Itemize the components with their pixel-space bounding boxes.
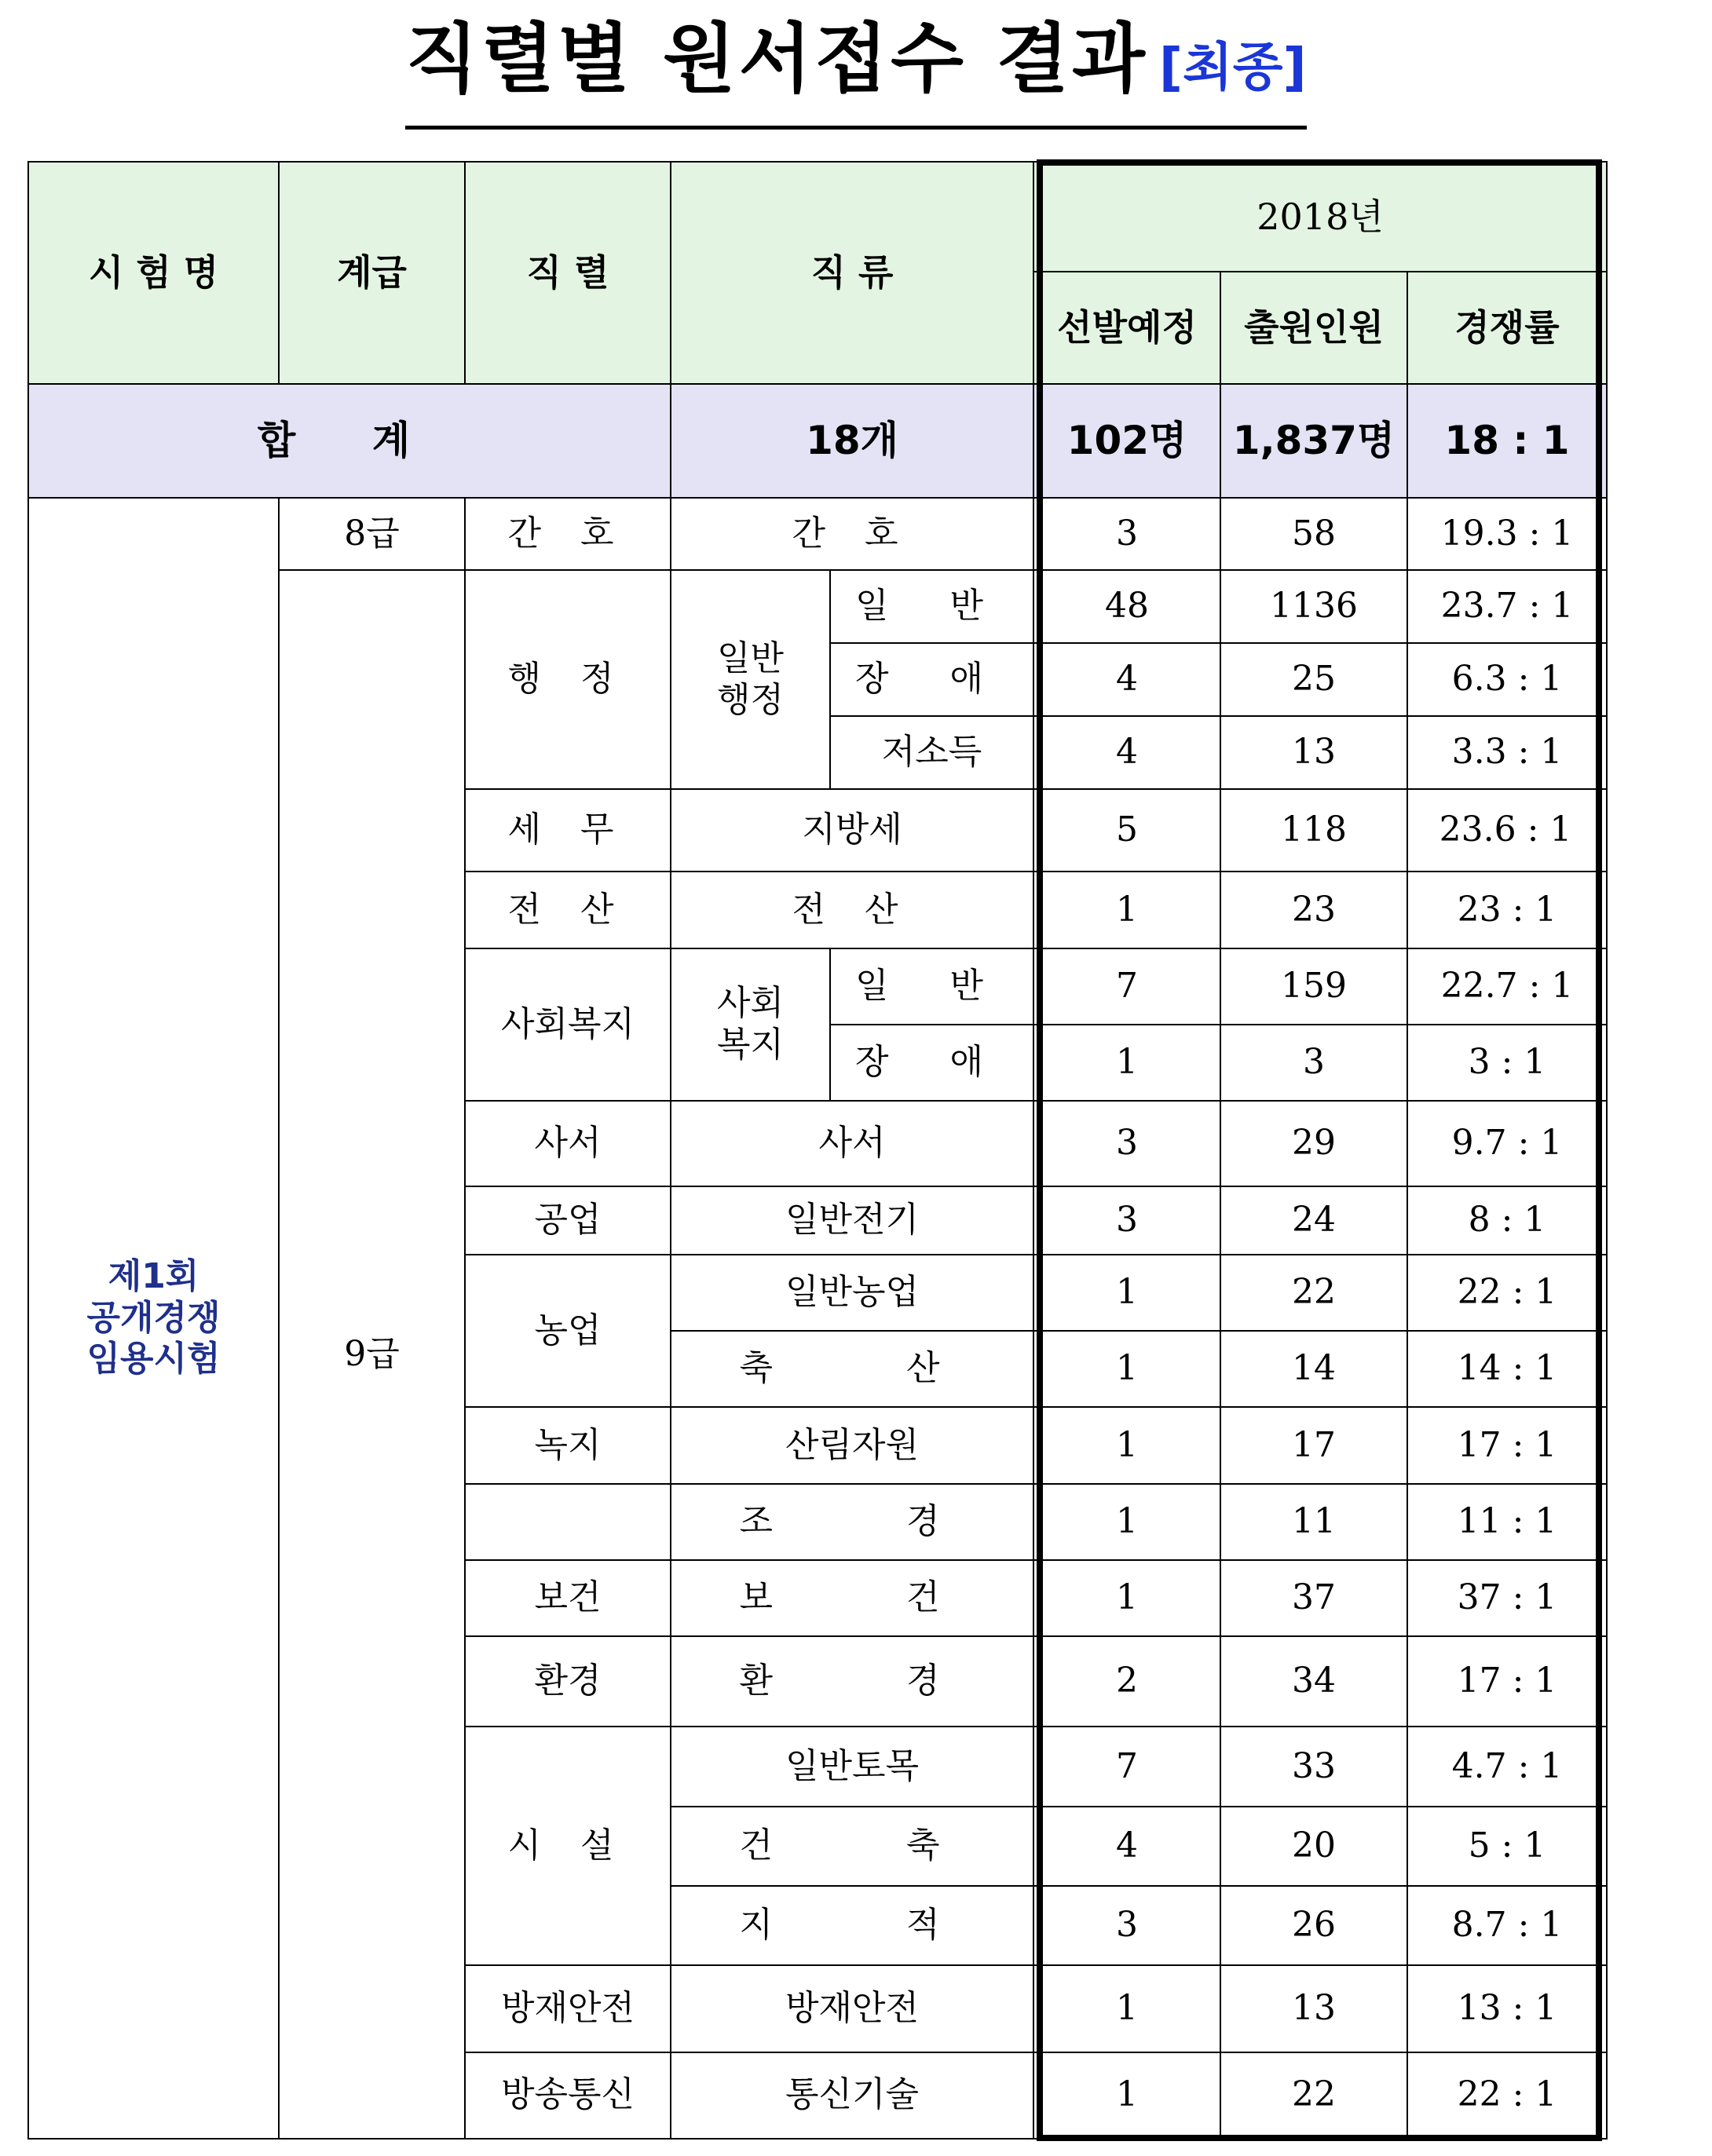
page-title-block <box>0 16 1712 130</box>
applicants-cell: 25 <box>1220 643 1407 716</box>
series-green: 녹지 <box>465 1407 671 1483</box>
ratio-cell: 6.3 : 1 <box>1407 643 1607 716</box>
page-title <box>405 16 1306 130</box>
ratio-cell: 8.7 : 1 <box>1407 1886 1607 1965</box>
series-industry: 공업 <box>465 1186 671 1255</box>
series-health: 보건 <box>465 1560 671 1636</box>
total-ratio: 18 : 1 <box>1407 384 1607 498</box>
class-cell: 장 애 <box>830 643 1033 716</box>
applicants-cell: 58 <box>1220 498 1407 570</box>
class-cell: 장 애 <box>830 1025 1033 1101</box>
header-applicants: 출원인원 <box>1220 272 1407 383</box>
class-cell: 축 산 <box>671 1331 1033 1407</box>
ratio-cell: 17 : 1 <box>1407 1636 1607 1727</box>
applicants-cell: 22 <box>1220 2052 1407 2139</box>
class-cell: 일반전기 <box>671 1186 1033 1255</box>
total-classes: 18개 <box>671 384 1033 498</box>
ratio-cell: 11 : 1 <box>1407 1484 1607 1560</box>
quota-cell: 7 <box>1033 948 1220 1025</box>
applicants-cell: 159 <box>1220 948 1407 1025</box>
quota-cell: 3 <box>1033 1886 1220 1965</box>
quota-cell: 4 <box>1033 1807 1220 1886</box>
header-grade: 계급 <box>279 162 465 384</box>
series-facility: 시 설 <box>465 1727 671 1965</box>
quota-cell: 2 <box>1033 1636 1220 1727</box>
exam-name: 제1회 공개경쟁 임용시험 <box>28 498 279 2139</box>
table-row <box>28 498 1607 570</box>
quota-cell: 1 <box>1033 1331 1220 1407</box>
class-cell: 지 적 <box>671 1886 1033 1965</box>
quota-cell: 1 <box>1033 2052 1220 2139</box>
quota-cell: 48 <box>1033 570 1220 642</box>
title-final-tag: [최종] <box>1158 37 1307 97</box>
header-series: 직 렬 <box>465 162 671 384</box>
quota-cell: 1 <box>1033 1025 1220 1101</box>
applicants-cell: 26 <box>1220 1886 1407 1965</box>
results-table <box>27 161 1608 2140</box>
applicants-cell: 11 <box>1220 1484 1407 1560</box>
series-welfare: 사회복지 <box>465 948 671 1102</box>
ratio-cell: 8 : 1 <box>1407 1186 1607 1255</box>
applicants-cell: 33 <box>1220 1727 1407 1806</box>
applicants-cell: 34 <box>1220 1636 1407 1727</box>
series-tax: 세 무 <box>465 789 671 872</box>
quota-cell: 1 <box>1033 1255 1220 1331</box>
class-cell: 일반토목 <box>671 1727 1033 1806</box>
ratio-cell: 9.7 : 1 <box>1407 1101 1607 1186</box>
applicants-cell: 37 <box>1220 1560 1407 1636</box>
quota-cell: 3 <box>1033 1186 1220 1255</box>
ratio-cell: 3.3 : 1 <box>1407 716 1607 789</box>
header-exam: 시 험 명 <box>28 162 279 384</box>
ratio-cell: 22.7 : 1 <box>1407 948 1607 1025</box>
quota-cell: 1 <box>1033 1484 1220 1560</box>
quota-cell: 1 <box>1033 1965 1220 2052</box>
header-year: 2018년 <box>1033 162 1607 272</box>
applicants-cell: 17 <box>1220 1407 1407 1483</box>
ratio-cell: 3 : 1 <box>1407 1025 1607 1101</box>
class-cell: 일 반 <box>830 948 1033 1025</box>
series-admin: 행 정 <box>465 570 671 789</box>
total-applicants: 1,837명 <box>1220 384 1407 498</box>
grade-8: 8급 <box>279 498 465 570</box>
ratio-cell: 22 : 1 <box>1407 1255 1607 1331</box>
series-empty <box>465 1484 671 1560</box>
ratio-cell: 23 : 1 <box>1407 872 1607 948</box>
header-ratio: 경쟁률 <box>1407 272 1607 383</box>
series-disaster: 방재안전 <box>465 1965 671 2052</box>
applicants-cell: 14 <box>1220 1331 1407 1407</box>
quota-cell: 1 <box>1033 1560 1220 1636</box>
class-cell: 사서 <box>671 1101 1033 1186</box>
class-cell: 일반농업 <box>671 1255 1033 1331</box>
class-cell: 저소득 <box>830 716 1033 789</box>
series-computing: 전 산 <box>465 872 671 948</box>
class-cell: 일 반 <box>830 570 1033 642</box>
class-cell: 지방세 <box>671 789 1033 872</box>
total-label: 합 계 <box>28 384 671 498</box>
grade-9: 9급 <box>279 570 465 2139</box>
quota-cell: 3 <box>1033 498 1220 570</box>
total-quota: 102명 <box>1033 384 1220 498</box>
header-quota: 선발예정 <box>1033 272 1220 383</box>
class-cell: 방재안전 <box>671 1965 1033 2052</box>
quota-cell: 7 <box>1033 1727 1220 1806</box>
ratio-cell: 37 : 1 <box>1407 1560 1607 1636</box>
series-broadcast: 방송통신 <box>465 2052 671 2139</box>
class-cell: 전 산 <box>671 872 1033 948</box>
quota-cell: 1 <box>1033 1407 1220 1483</box>
ratio-cell: 17 : 1 <box>1407 1407 1607 1483</box>
applicants-cell: 13 <box>1220 1965 1407 2052</box>
applicants-cell: 23 <box>1220 872 1407 948</box>
class-cell: 환 경 <box>671 1636 1033 1727</box>
title-main: 직렬별 원서접수 결과 <box>405 15 1148 103</box>
applicants-cell: 13 <box>1220 716 1407 789</box>
group-general-admin: 일반 행정 <box>671 570 830 789</box>
group-social-welfare: 사회 복지 <box>671 948 830 1102</box>
class-cell: 조 경 <box>671 1484 1033 1560</box>
series-librarian: 사서 <box>465 1101 671 1186</box>
applicants-cell: 118 <box>1220 789 1407 872</box>
class-cell: 통신기술 <box>671 2052 1033 2139</box>
class-cell: 산림자원 <box>671 1407 1033 1483</box>
ratio-cell: 23.7 : 1 <box>1407 570 1607 642</box>
applicants-cell: 24 <box>1220 1186 1407 1255</box>
header-class: 직 류 <box>671 162 1033 384</box>
ratio-cell: 4.7 : 1 <box>1407 1727 1607 1806</box>
series-nursing: 간 호 <box>465 498 671 570</box>
class-cell: 보 건 <box>671 1560 1033 1636</box>
ratio-cell: 14 : 1 <box>1407 1331 1607 1407</box>
class-cell: 간 호 <box>671 498 1033 570</box>
applicants-cell: 20 <box>1220 1807 1407 1886</box>
ratio-cell: 5 : 1 <box>1407 1807 1607 1886</box>
quota-cell: 4 <box>1033 716 1220 789</box>
applicants-cell: 1136 <box>1220 570 1407 642</box>
class-cell: 건 축 <box>671 1807 1033 1886</box>
quota-cell: 1 <box>1033 872 1220 948</box>
series-environment: 환경 <box>465 1636 671 1727</box>
quota-cell: 4 <box>1033 643 1220 716</box>
series-agriculture: 농업 <box>465 1255 671 1408</box>
quota-cell: 3 <box>1033 1101 1220 1186</box>
applicants-cell: 29 <box>1220 1101 1407 1186</box>
applicants-cell: 22 <box>1220 1255 1407 1331</box>
ratio-cell: 13 : 1 <box>1407 1965 1607 2052</box>
applicants-cell: 3 <box>1220 1025 1407 1101</box>
ratio-cell: 22 : 1 <box>1407 2052 1607 2139</box>
ratio-cell: 19.3 : 1 <box>1407 498 1607 570</box>
quota-cell: 5 <box>1033 789 1220 872</box>
ratio-cell: 23.6 : 1 <box>1407 789 1607 872</box>
